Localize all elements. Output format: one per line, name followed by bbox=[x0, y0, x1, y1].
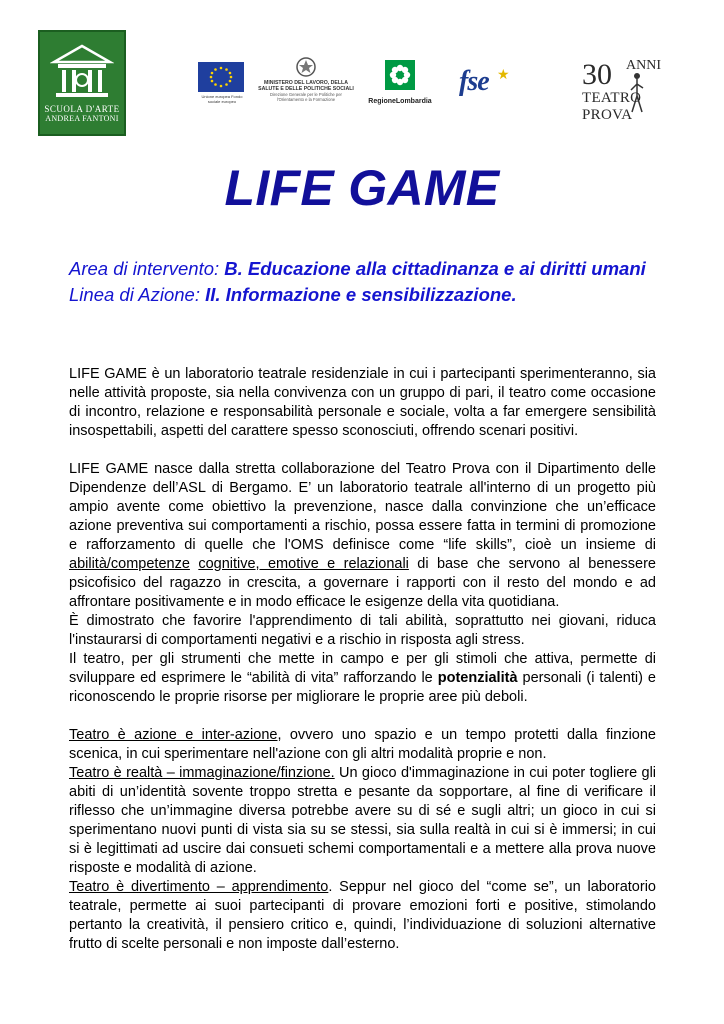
text-run: di base che servono al benessere psicofisico del ragazzo in crescita, a governare i rapporti con il resto del mondo e ad affrontare positivamente e in modo efficace le esigenze della vita quotidiana. bbox=[69, 556, 656, 610]
paragraph-fun bbox=[69, 878, 656, 954]
area-label: Area di intervento: bbox=[69, 258, 225, 279]
paragraph-origin bbox=[69, 460, 656, 612]
text-run: Il teatro, per gli strumenti che mette in campo e per gli stimoli che attiva, permette di sviluppare ed esprimere le “abilità di vita” rafforzando le bbox=[69, 651, 656, 686]
text-run: . Seppur nel gioco del “come se”, un laboratorio teatrale, permette ai suoi partecipanti di provare emozioni forti e positive, stimolando pertanto la creatività, il pensiero critico e, quindi, l’individuazione di soluzioni alternative frutto di scelte personali e non imposte dall’esterno. bbox=[69, 879, 656, 952]
underlined-heading: Teatro è divertimento – apprendimento bbox=[69, 879, 329, 895]
school-name-line1: SCUOLA D'ARTE bbox=[44, 104, 120, 114]
area-value: B. Educazione alla cittadinanza e ai diritti umani bbox=[224, 258, 646, 279]
underlined-phrase: abilità/competenze bbox=[69, 556, 190, 572]
eu-caption: Unione europea Fondo sociale europeo bbox=[201, 94, 243, 104]
underlined-phrase: cognitive, emotive e relazionali bbox=[198, 556, 409, 572]
bold-phrase: potenzialità bbox=[437, 670, 518, 686]
anniversary-label: ANNI bbox=[626, 58, 661, 73]
document-body bbox=[69, 365, 656, 954]
teatro-prova-logo bbox=[574, 58, 694, 122]
paragraph-evidence: È dimostrato che favorire l'apprendimento di tali abilità, soprattutto nei giovani, riduca l'instaurarsi di comportamenti negativi e a rischio in risposta agli stress. bbox=[69, 613, 656, 648]
text-run: personali (i talenti) e riconoscendo le proprie risorse per migliorare le proprie aree più deboli. bbox=[69, 670, 656, 705]
ministry-logo bbox=[258, 56, 354, 102]
italian-emblem-icon bbox=[295, 56, 317, 78]
paragraph-action bbox=[69, 726, 656, 764]
intervention-area bbox=[69, 256, 659, 308]
ministry-direction: Direzione Generale per le Politiche per l'Orientamento e la Formazione bbox=[270, 92, 342, 102]
fse-logo bbox=[455, 60, 519, 106]
star-icon: ★ bbox=[497, 66, 510, 82]
paragraph-theatre bbox=[69, 650, 656, 707]
action-label: Linea di Azione: bbox=[69, 284, 206, 305]
action-value: II. Informazione e sensibilizzazione. bbox=[205, 284, 517, 305]
school-name-line2: ANDREA FANTONI bbox=[45, 114, 119, 123]
fse-text: fse bbox=[459, 66, 489, 97]
paragraph-reality bbox=[69, 764, 656, 878]
action-line bbox=[69, 282, 659, 308]
temple-icon bbox=[50, 42, 114, 102]
lombardia-caption: RegioneLombardia bbox=[368, 98, 432, 105]
ministry-name: MINISTERO DEL LAVORO, DELLA SALUTE E DELLE POLITICHE SOCIALI bbox=[258, 80, 354, 92]
underlined-heading: Teatro è azione e inter-azione, bbox=[69, 727, 282, 743]
logo-bar bbox=[0, 0, 724, 140]
eu-logo bbox=[198, 62, 246, 104]
eu-flag-icon bbox=[198, 62, 244, 92]
paragraph-intro: LIFE GAME è un laboratorio teatrale residenziale in cui i partecipanti sperimenteranno, sia nelle attività proposte, sia nella convivenza con un gruppo di pari, il teatro come occasione di incontro, relazione e responsabilità personale e sociale, volta a far emergere sensibilità insospettabili, aspetti del carattere spesso sconosciuti, offrendo scenari positivi. bbox=[69, 366, 656, 439]
document-title: LIFE GAME bbox=[224, 160, 500, 216]
regione-lombardia-logo bbox=[362, 60, 438, 105]
scuola-arte-fantoni-logo bbox=[38, 30, 126, 136]
teatro-prova-name: TEATRO PROVA bbox=[582, 90, 642, 123]
text-run: LIFE GAME nasce dalla stretta collaborazione del Teatro Prova con il Dipartimento delle Dipendenze dell’ASL di Bergamo. E’ un laboratorio teatrale all'interno di un progetto più ampio avente come obiettivo la prevenzione, nasce dalla convinzione che un’efficace azione preventiva sui comportamenti a rischio, possa essere fatta in termini di promozione e rafforzamento di quelle che l'OMS definisce come “life skills”, cioè un insieme di bbox=[69, 461, 656, 553]
area-line bbox=[69, 256, 659, 282]
underlined-heading: Teatro è realtà – immaginazione/finzione. bbox=[69, 765, 335, 781]
lombardia-rose-icon bbox=[385, 60, 415, 90]
anniversary-number: 30 bbox=[582, 58, 612, 91]
text-run: ovvero uno spazio e un tempo protetti dalla finzione scenica, in cui sperimentare nell'azione con gli altri modalità proprie e non. bbox=[69, 727, 656, 762]
text-run: Un gioco d'immaginazione in cui poter togliere gli abiti di un’identità sovente troppo stretta e pesante da sopportare, al fine di verificare il riflesso che un’immagine diversa potrebbe avere su di sé e sugli altri; un gioco in cui si sperimentano nuovi punti di vista sia su se stessi, sia sulla realtà in cui si è immersi; in cui si è legittimati ad uscire dai consueti schemi comportamentali e a mettere alla prova nuove risposte e modalità di azione. bbox=[69, 765, 657, 876]
